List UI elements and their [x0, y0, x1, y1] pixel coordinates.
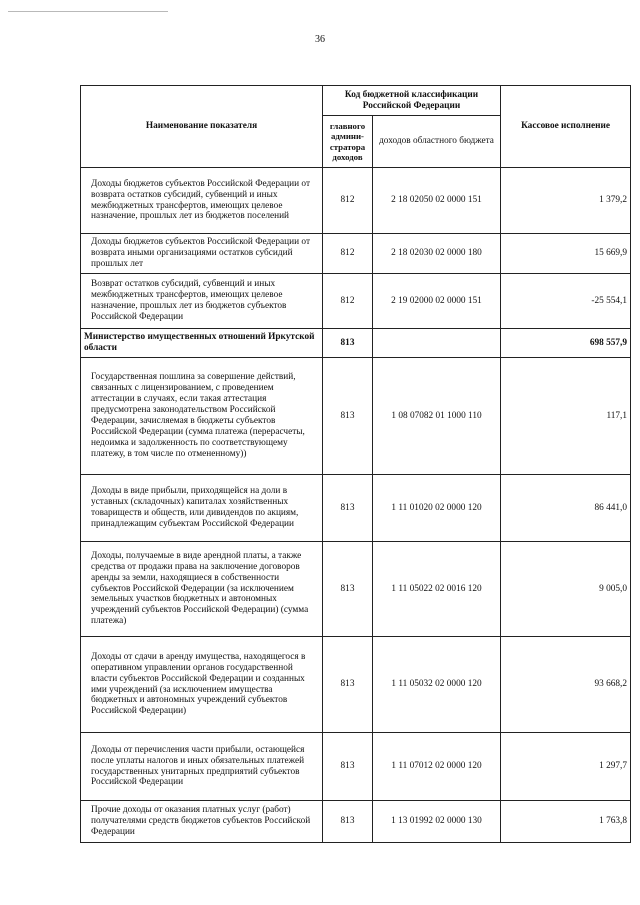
row-ministry-name: Министерство имущественных отношений Иркутской области — [81, 329, 323, 358]
row-indicator-name: Доходы, получаемые в виде арендной платы, а также средства от продажи права на заключение договоров аренды за земли, находящиеся в собственности субъектов Российской Федерации (за исключением земельных участков бюджетных и автономных учреждений субъектов Российской Федерации) (сумма платежа) — [81, 542, 323, 637]
row-budget-code — [373, 329, 501, 358]
row-indicator-name: Возврат остатков субсидий, субвенций и иных межбюджетных трансфертов, имеющих целевое назначение, прошлых лет из бюджетов субъектов Российской Федерации — [81, 274, 323, 329]
row-admin-code: 813 — [323, 329, 373, 358]
header-chief-administrator: главного админи-стратора доходов — [323, 116, 373, 168]
header-regional-income-code: доходов областного бюджета — [373, 116, 501, 168]
table-row — [81, 542, 631, 637]
table-row — [81, 168, 631, 234]
row-admin-code: 813 — [323, 733, 373, 801]
table-row — [81, 733, 631, 801]
row-admin-code: 813 — [323, 637, 373, 733]
row-admin-code: 812 — [323, 234, 373, 274]
row-admin-code: 813 — [323, 358, 373, 475]
header-cash-execution: Кассовое исполнение — [501, 86, 631, 168]
row-cash-amount: 1 297,7 — [501, 733, 631, 801]
row-admin-code: 813 — [323, 542, 373, 637]
page-number: 36 — [315, 34, 325, 45]
header-code-group: Код бюджетной классификации Российской Федерации — [323, 86, 501, 116]
row-budget-code: 1 11 01020 02 0000 120 — [373, 475, 501, 542]
table-row — [81, 234, 631, 274]
table-row — [81, 358, 631, 475]
table-row — [81, 801, 631, 843]
row-budget-code: 2 19 02000 02 0000 151 — [373, 274, 501, 329]
row-budget-code: 1 11 05032 02 0000 120 — [373, 637, 501, 733]
row-budget-code: 1 13 01992 02 0000 130 — [373, 801, 501, 843]
row-admin-code: 812 — [323, 274, 373, 329]
row-budget-code: 2 18 02050 02 0000 151 — [373, 168, 501, 234]
row-admin-code: 812 — [323, 168, 373, 234]
row-cash-amount: 117,1 — [501, 358, 631, 475]
table-row — [81, 274, 631, 329]
row-cash-amount: 1 379,2 — [501, 168, 631, 234]
row-indicator-name: Прочие доходы от оказания платных услуг (работ) получателями средств бюджетов субъектов Российской Федерации — [81, 801, 323, 843]
row-cash-amount: 93 668,2 — [501, 637, 631, 733]
row-admin-code: 813 — [323, 801, 373, 843]
row-admin-code: 813 — [323, 475, 373, 542]
table-row — [81, 475, 631, 542]
row-budget-code: 2 18 02030 02 0000 180 — [373, 234, 501, 274]
row-cash-amount: 86 441,0 — [501, 475, 631, 542]
row-indicator-name: Государственная пошлина за совершение действий, связанных с лицензированием, с проведением аттестации в случаях, если такая аттестация предусмотрена законодательством Российской Федерации, зачисляемая в бюджеты субъектов Российской Федерации (сумма платежа (перерасчеты, недоимка и задолженность по соответствующему платежу, в том числе по отмененному)) — [81, 358, 323, 475]
row-budget-code: 1 11 05022 02 0016 120 — [373, 542, 501, 637]
row-cash-amount: 15 669,9 — [501, 234, 631, 274]
budget-execution-table — [80, 85, 631, 843]
table-row — [81, 637, 631, 733]
header-indicator-name: Наименование показателя — [81, 86, 323, 168]
scan-artifact-line — [8, 11, 168, 12]
row-indicator-name: Доходы в виде прибыли, приходящейся на доли в уставных (складочных) капиталах хозяйственных товариществ и обществ, или дивидендов по акциям, принадлежащим субъектам Российской Федерации — [81, 475, 323, 542]
row-indicator-name: Доходы бюджетов субъектов Российской Федерации от возврата иными организациями остатков субсидий прошлых лет — [81, 234, 323, 274]
row-cash-amount: 698 557,9 — [501, 329, 631, 358]
row-indicator-name: Доходы бюджетов субъектов Российской Федерации от возврата остатков субсидий, субвенций и иных межбюджетных трансфертов, имеющих целевое назначение, прошлых лет из бюджетов поселений — [81, 168, 323, 234]
row-indicator-name: Доходы от перечисления части прибыли, остающейся после уплаты налогов и иных обязательных платежей государственных унитарных предприятий субъектов Российской Федерации — [81, 733, 323, 801]
row-cash-amount: -25 554,1 — [501, 274, 631, 329]
row-cash-amount: 1 763,8 — [501, 801, 631, 843]
row-budget-code: 1 08 07082 01 1000 110 — [373, 358, 501, 475]
row-budget-code: 1 11 07012 02 0000 120 — [373, 733, 501, 801]
table-row-ministry — [81, 329, 631, 358]
row-cash-amount: 9 005,0 — [501, 542, 631, 637]
row-indicator-name: Доходы от сдачи в аренду имущества, находящегося в оперативном управлении органов государственной власти субъектов Российской Федерации и созданных ими учреждений (за исключением имущества бюджетных и автономных учреждений субъектов Российской Федерации) — [81, 637, 323, 733]
